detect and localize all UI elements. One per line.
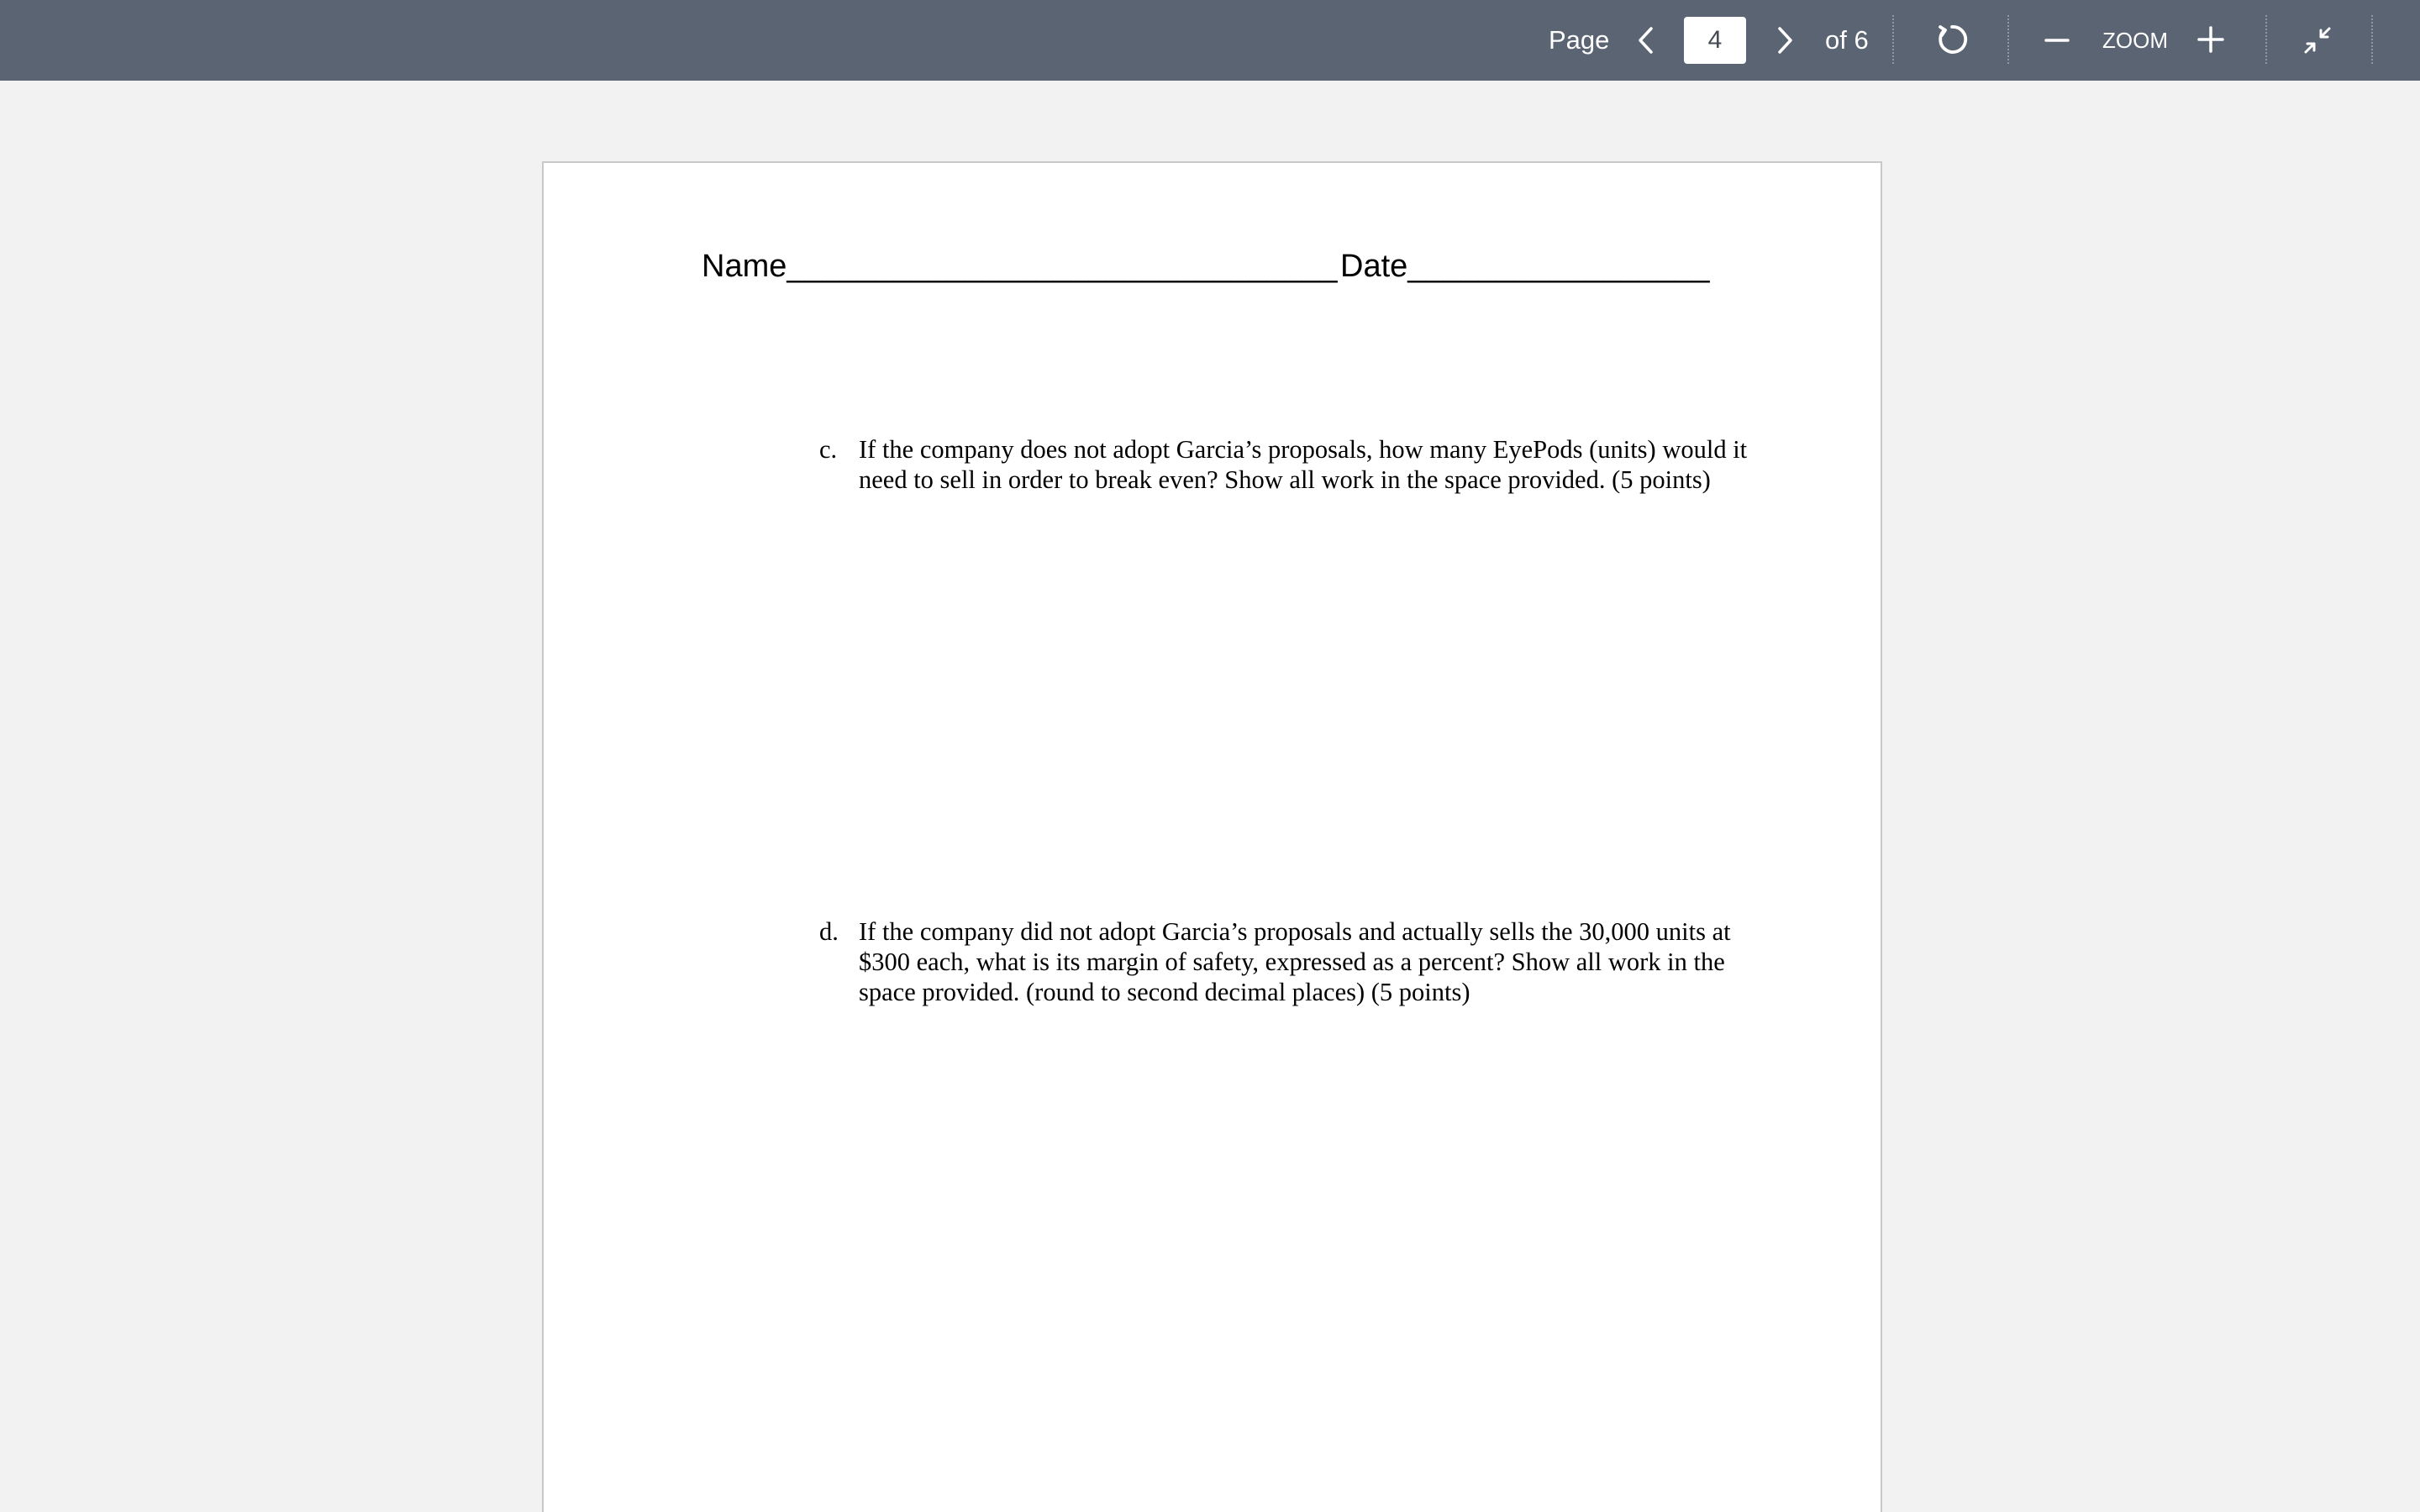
document-viewer[interactable] xyxy=(0,81,2420,1512)
question-text: If the company did not adopt Garcia’s proposals and actually sells the 30,000 units at $300 each, what is its margin of safety, expressed as a percent? Show all work in the space provided. (round to second decimal places) (5 points) xyxy=(859,917,1731,1006)
viewer-toolbar xyxy=(0,0,2420,81)
date-field-label: Date_________________ xyxy=(1340,249,1710,284)
next-page-button[interactable] xyxy=(1773,24,1797,57)
zoom-label: ZOOM xyxy=(2102,28,2168,53)
rotate-icon xyxy=(1934,22,1970,57)
prev-page-button[interactable] xyxy=(1634,24,1658,57)
toolbar-separator xyxy=(2007,15,2009,64)
question-marker: d. xyxy=(819,917,839,946)
page-number-input[interactable] xyxy=(1684,17,1746,64)
collapse-button[interactable] xyxy=(2301,24,2334,57)
chevron-right-icon xyxy=(1773,24,1797,57)
question-d xyxy=(819,916,1777,1007)
question-c xyxy=(819,434,1777,495)
collapse-icon xyxy=(2301,24,2334,57)
zoom-in-button[interactable] xyxy=(2196,24,2226,55)
rotate-button[interactable] xyxy=(1934,22,1970,57)
toolbar-separator xyxy=(1892,15,1894,64)
question-marker: c. xyxy=(819,435,838,464)
question-text: If the company does not adopt Garcia’s proposals, how many EyePods (units) would it need to sell in order to break even? Show all work in the space provided. (5 points) xyxy=(859,435,1748,494)
page-label: Page xyxy=(1549,25,1610,55)
total-pages-label: of 6 xyxy=(1825,25,1869,55)
chevron-left-icon xyxy=(1634,24,1658,57)
name-field-label: Name_______________________________ xyxy=(702,249,1338,284)
zoom-out-button[interactable] xyxy=(2044,25,2070,55)
toolbar-separator xyxy=(2265,15,2267,64)
toolbar-separator xyxy=(2371,15,2373,64)
document-page xyxy=(542,161,1882,1512)
plus-icon xyxy=(2196,24,2226,55)
minus-icon xyxy=(2044,25,2070,55)
